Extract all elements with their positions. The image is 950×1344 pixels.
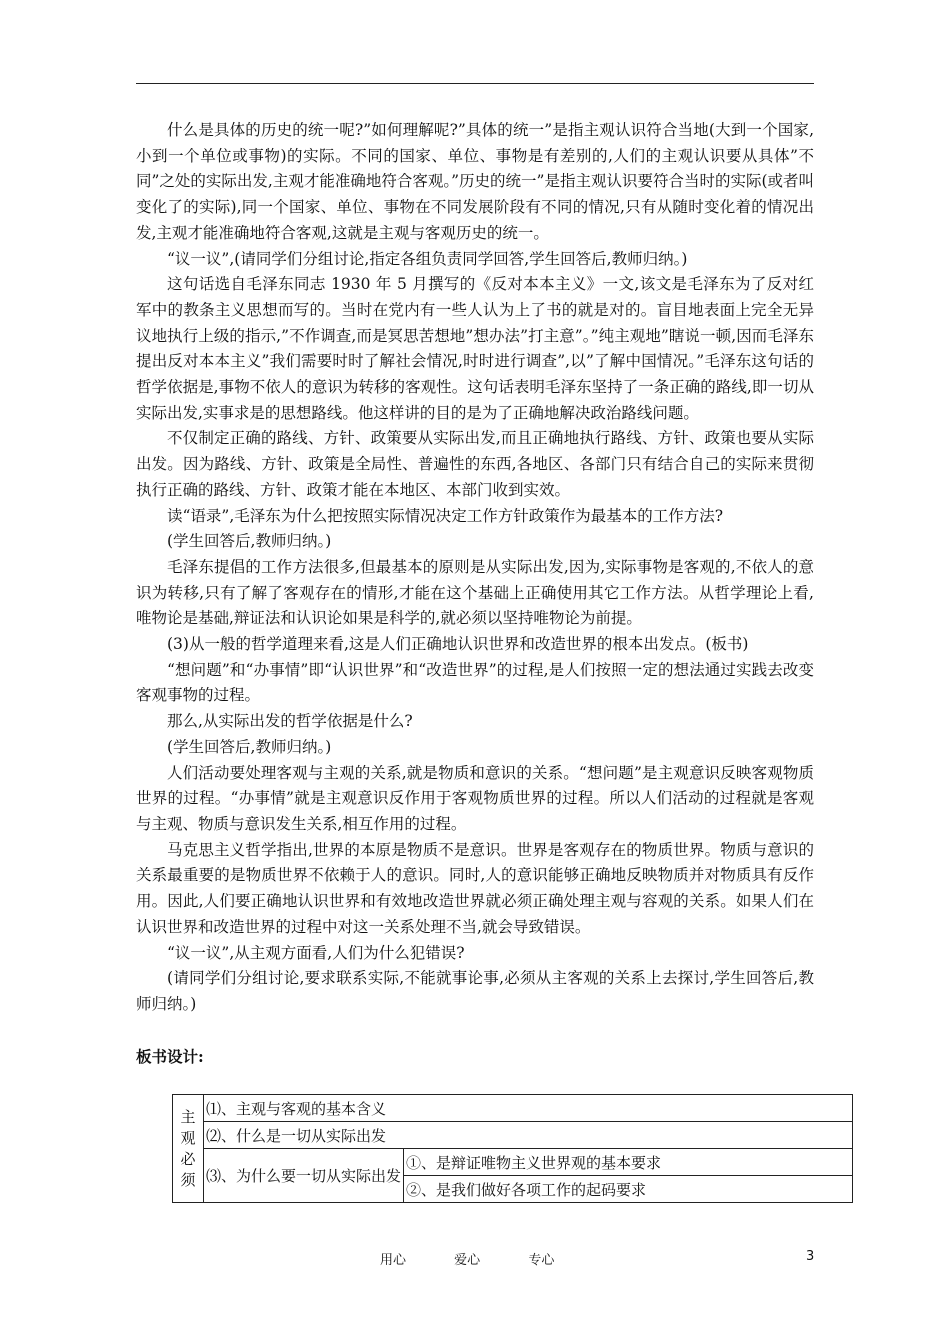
paragraph: “议一议”,(请同学们分组讨论,指定各组负责同学回答,学生回答后,教师归纳。) — [167, 249, 688, 268]
paragraph: 不仅制定正确的路线、方针、政策要从实际出发,而且正确地执行路线、方针、政策也要从实际出发。因为路线、方针、政策是全局性、普遍性的东西,各地区、各部门只有结合自己的实际来贯彻执行正确的路线、方针、政策才能在本地区、本部门收到实效。 — [136, 429, 814, 499]
paragraph: 毛泽东提倡的工作方法很多,但最基本的原则是从实际出发,因为,实际事物是客观的,不依人的意识为转移,只有了解了客观存在的情形,才能在这个基础上正确使用其它工作方法。从哲学理论上看,唯物论是基础,辩证法和认识论如果是科学的,就必须以坚持唯物论为前提。 — [136, 557, 814, 628]
paragraph: “想问题”和“办事情”即“认识世界”和“改造世界”的过程,是人们按照一定的想法通过实践去改变客观事物的过程。 — [136, 660, 814, 705]
body-text — [136, 118, 814, 1018]
footer-word: 专心 — [528, 1253, 555, 1268]
side-label-cell — [173, 1095, 204, 1203]
paragraph: 马克思主义哲学指出,世界的本原是物质不是意识。世界是客观存在的物质世界。物质与意识的关系最重要的是物质世界不依赖于人的意识。同时,人的意识能够正确地反映物质并对物质具有反作用。因此,人们要正确地认识世界和有效地改造世界就必须正确处理主观与容观的关系。如果人们在认识世界和改造世界的过程中对这一关系处理不当,就会导致错误。 — [136, 840, 814, 936]
board-row-2: ⑵、什么是一切从实际出发 — [204, 1122, 853, 1149]
paragraph: “议一议”,从主观方面看,人们为什么犯错误? — [167, 943, 465, 962]
paragraph: 这句话选自毛泽东同志 1930 年 5 月撰写的《反对本本主义》一文,该文是毛泽东为了反对红军中的教条主义思想而写的。当时在党内有一些人认为上了书的就是对的。盲目地表面上完全无异议地执行上级的指示,”不作调查,而是冥思苦想地”想办法”打主意”。”纯主观地”瞎说一顿,因而毛泽东提出反对本本主义”我们需要时时了解社会情况,时时进行调查”,以”了解中国情况。”毛泽东这句话的哲学依据是,事物不依人的意识为转移的客观性。这句话表明毛泽东坚持了一条正确的路线,即一切从实际出发,实事求是的思想路线。他这样讲的目的是为了正确地解决政治路线问题。 — [136, 275, 814, 422]
footer-word: 用心 — [380, 1253, 407, 1268]
paragraph: (3)从一般的哲学道理来看,这是人们正确地认识世界和改造世界的根本出发点。(板书) — [167, 635, 749, 654]
paragraph: 读“语录”,毛泽东为什么把按照实际情况决定工作方针政策作为最基本的工作方法? — [167, 506, 724, 525]
page-number: 3 — [806, 1249, 815, 1264]
paragraph: (请同学们分组讨论,要求联系实际,不能就事论事,必须从主客观的关系上去探讨,学生回答后,教师归纳。) — [136, 969, 814, 1013]
footer-motto — [380, 1249, 598, 1268]
board-row-3-label: ⑶、为什么要一切从实际出发 — [204, 1149, 404, 1203]
board-row-1: ⑴、主观与客观的基本含义 — [204, 1095, 853, 1122]
paragraph: (学生回答后,教师归纳。) — [167, 532, 332, 551]
side-char: 主 — [180, 1107, 196, 1126]
board-row-3-sub-2: ②、是我们做好各项工作的起码要求 — [404, 1176, 853, 1203]
board-design-table — [172, 1094, 853, 1203]
paragraph: 什么是具体的历史的统一呢?”如何理解呢?”具体的统一”是指主观认识符合当地(大到一个国家,小到一个单位或事物)的实际。不同的国家、单位、事物是有差别的,人们的主观认识要从具体”不同”之处的实际出发,主观才能准确地符合客观。”历史的统一”是指主观认识要符合当时的实际(或者叫变化了的实际),同一个国家、单位、事物在不同发展阶段有不同的情况,只有从随时变化着的情况出发,主观才能准确地符合客观,这就是主观与客观历史的统一。 — [136, 121, 814, 242]
board-row-3-sub-1: ①、是辩证唯物主义世界观的基本要求 — [404, 1149, 853, 1176]
side-char: 观 — [180, 1128, 196, 1147]
paragraph: (学生回答后,教师归纳。) — [167, 737, 332, 756]
footer-word: 爱心 — [454, 1253, 481, 1268]
paragraph: 那么,从实际出发的哲学依据是什么? — [167, 712, 413, 731]
paragraph: 人们活动要处理客观与主观的关系,就是物质和意识的关系。“想问题”是主观意识反映客观物质世界的过程。“办事情”就是主观意识反作用于客观物质世界的过程。所以人们活动的过程就是客观与主观、物质与意识发生关系,相互作用的过程。 — [136, 763, 814, 833]
side-char: 必 — [180, 1149, 196, 1168]
side-char: 须 — [180, 1170, 196, 1189]
board-design-title: 板书设计: — [136, 1047, 204, 1066]
header-rule — [136, 83, 814, 84]
